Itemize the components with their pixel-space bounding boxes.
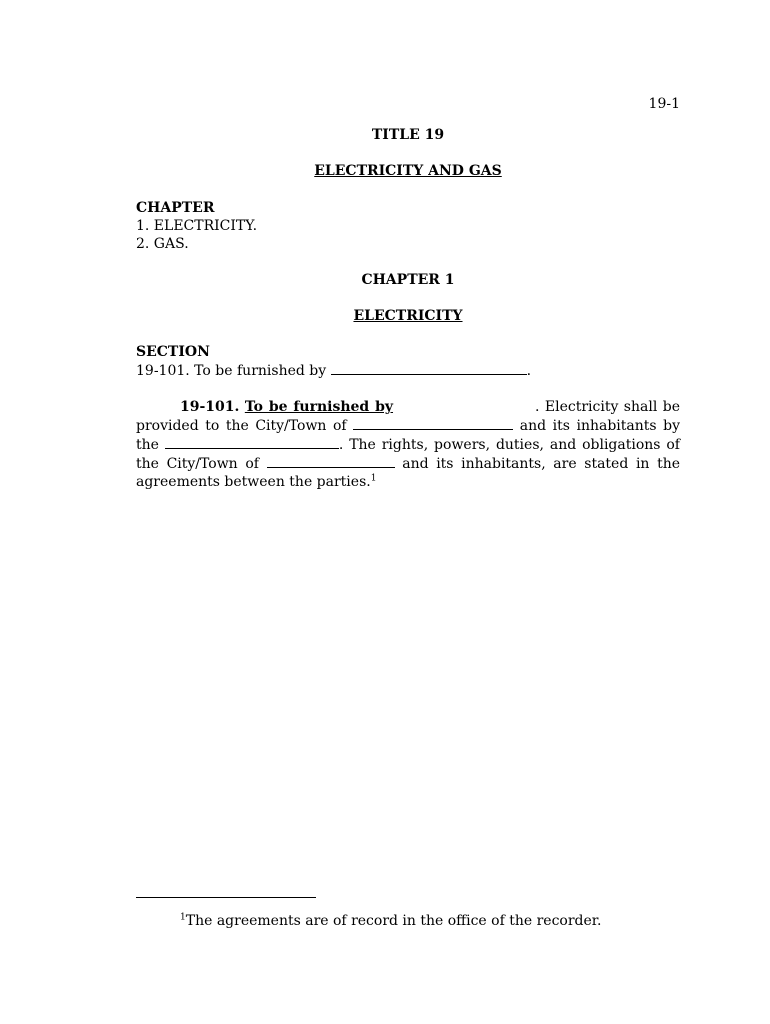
blank-line [353,416,513,430]
chapter-name-text: ELECTRICITY [353,308,463,324]
section-list-item [136,361,680,380]
page-number: 19-1 [648,96,680,112]
footnote-text: The agreements are of record in the office of the recorder. [185,913,602,929]
body-text-1: . Electricity shall be provided to the City/Town of [136,399,680,434]
chapter-name [136,307,680,325]
footnote-marker: 1 [180,912,186,923]
chapter-heading: CHAPTER 1 [361,272,455,288]
section-title: To be furnished by [244,399,394,415]
footnote [180,912,680,930]
body-text-2: and its inhabitants by the [136,418,680,453]
blank-line [267,454,395,468]
section-body-paragraph [136,398,680,491]
footnote-reference: 1 [370,473,377,484]
chapter-list-item: 1. ELECTRICITY. [136,218,258,234]
footnote-divider [136,897,316,898]
blank-line [165,435,339,449]
title-heading: TITLE 19 [371,127,445,143]
section-list-item-text: 19-101. To be furnished by [136,363,327,379]
chapter-list-item: 2. GAS. [136,236,189,252]
subtitle-heading [136,162,680,180]
chapter-list [136,199,680,253]
chapter-list-heading: CHAPTER [136,200,215,216]
section-number: 19-101. [180,399,240,415]
section-list [136,343,680,380]
section-list-item-suffix: . [526,363,532,379]
body-text-4: and its inhabitants, are stated in the agreements between the parties. [136,456,681,490]
section-list-heading: SECTION [136,344,210,360]
blank-line [331,361,527,375]
subtitle-text: ELECTRICITY AND GAS [314,163,502,179]
body-text-3: . The rights, powers, duties, and obligations of the City/Town of [136,437,680,472]
